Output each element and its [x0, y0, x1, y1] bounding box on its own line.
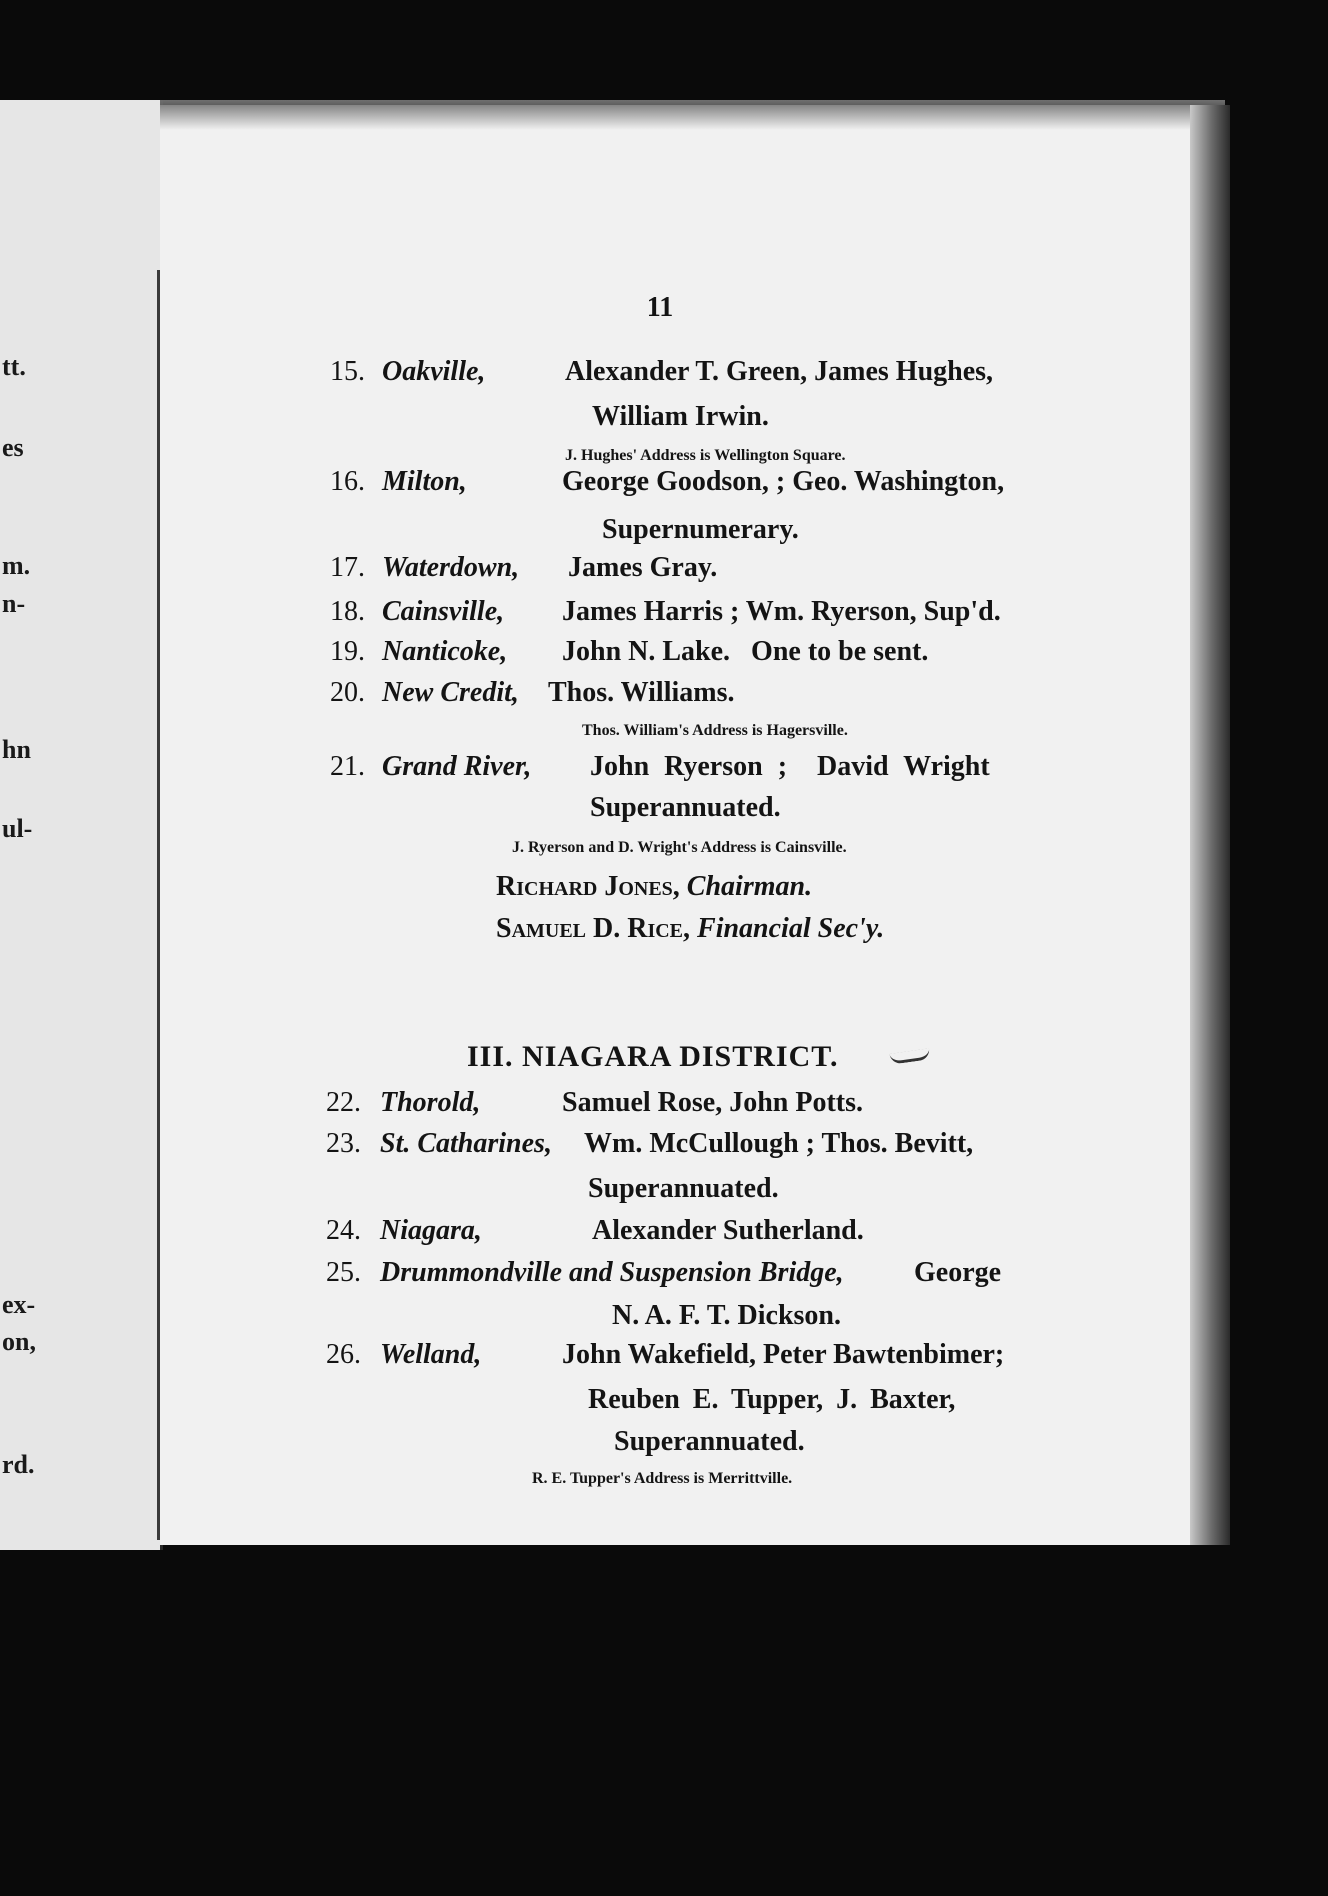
margin-fragment: es: [2, 433, 24, 462]
entry-note: J. Hughes' Address is Wellington Square.: [565, 447, 846, 464]
entry-place: Thorold,: [380, 1087, 481, 1118]
entry-line: George: [914, 1257, 1002, 1288]
entry-line: Thos. Williams.: [548, 677, 735, 708]
signature-chairman: [496, 871, 812, 903]
margin-fragment: ul-: [2, 814, 33, 843]
entry-note: R. E. Tupper's Address is Merrittville.: [532, 1470, 793, 1487]
entry-place: Welland,: [380, 1339, 482, 1370]
entry-note: J. Ryerson and D. Wright's Address is Cainsville.: [512, 839, 847, 856]
entry-line: N. A. F. T. Dickson.: [612, 1300, 841, 1331]
entry-number: 15.: [330, 356, 365, 387]
entry-line: Samuel Rose, John Potts.: [562, 1087, 864, 1118]
entry-place: St. Catharines,: [380, 1128, 552, 1159]
entry-line: George Goodson, ; Geo. Washington,: [562, 466, 1005, 497]
entry-place: Grand River,: [382, 751, 532, 782]
entry-line: Superannuated.: [590, 792, 781, 823]
entry-line: Alexander T. Green, James Hughes,: [565, 356, 994, 387]
page-number: 11: [646, 292, 674, 323]
signature-name: Richard Jones,: [496, 871, 680, 902]
entry-line: John Ryerson ; David Wright: [590, 751, 990, 782]
entry-place: Drummondville and Suspension Bridge,: [380, 1257, 844, 1288]
entry-number: 19.: [330, 636, 365, 667]
signature-title: Chairman.: [686, 871, 813, 902]
entry-line: John Wakefield, Peter Bawtenbimer;: [562, 1339, 1005, 1370]
entry-line: Reuben E. Tupper, J. Baxter,: [588, 1384, 956, 1415]
entry-line: Alexander Sutherland.: [592, 1215, 864, 1246]
entry-line: James Harris ; Wm. Ryerson, Sup'd.: [562, 596, 1001, 627]
margin-fragment: rd.: [2, 1450, 35, 1479]
signature-name: Samuel D. Rice,: [496, 913, 691, 944]
entry-note: Thos. William's Address is Hagersville.: [582, 722, 848, 739]
entry-number: 24.: [326, 1215, 361, 1246]
signature-secretary: [496, 913, 884, 945]
margin-fragment: m.: [2, 551, 31, 580]
margin-fragment: n-: [2, 589, 26, 618]
page-right-edge: [1190, 105, 1230, 1545]
entry-place: Nanticoke,: [382, 636, 508, 667]
entry-line: Superannuated.: [614, 1426, 805, 1457]
margin-fragment: tt.: [2, 352, 26, 381]
district-heading: III. NIAGARA DISTRICT.: [467, 1040, 839, 1073]
page-top-shadow: [160, 100, 1225, 130]
gutter-line: [157, 270, 160, 1540]
entry-place: Milton,: [382, 466, 467, 497]
margin-fragment: hn: [2, 735, 31, 764]
entry-number: 18.: [330, 596, 365, 627]
entry-number: 26.: [326, 1339, 361, 1370]
entry-number: 22.: [326, 1087, 361, 1118]
entry-number: 23.: [326, 1128, 361, 1159]
entry-line: James Gray.: [568, 552, 718, 583]
entry-place: Oakville,: [382, 356, 486, 387]
entry-place: Niagara,: [380, 1215, 482, 1246]
entry-number: 17.: [330, 552, 365, 583]
entry-number: 20.: [330, 677, 365, 708]
margin-fragment: on,: [2, 1327, 36, 1356]
entry-number: 16.: [330, 466, 365, 497]
margin-fragment: ex-: [2, 1290, 36, 1319]
entry-place: New Credit,: [382, 677, 519, 708]
entry-place: Waterdown,: [382, 552, 520, 583]
entry-place: Cainsville,: [382, 596, 505, 627]
entry-line: Superannuated.: [588, 1173, 779, 1204]
entry-line: Supernumerary.: [602, 514, 799, 545]
entry-line: Wm. McCullough ; Thos. Bevitt,: [584, 1128, 974, 1159]
entry-number: 25.: [326, 1257, 361, 1288]
entry-number: 21.: [330, 751, 365, 782]
entry-line: John N. Lake. One to be sent.: [562, 636, 929, 667]
signature-title: Financial Sec'y.: [697, 913, 885, 944]
entry-line: William Irwin.: [592, 401, 769, 432]
